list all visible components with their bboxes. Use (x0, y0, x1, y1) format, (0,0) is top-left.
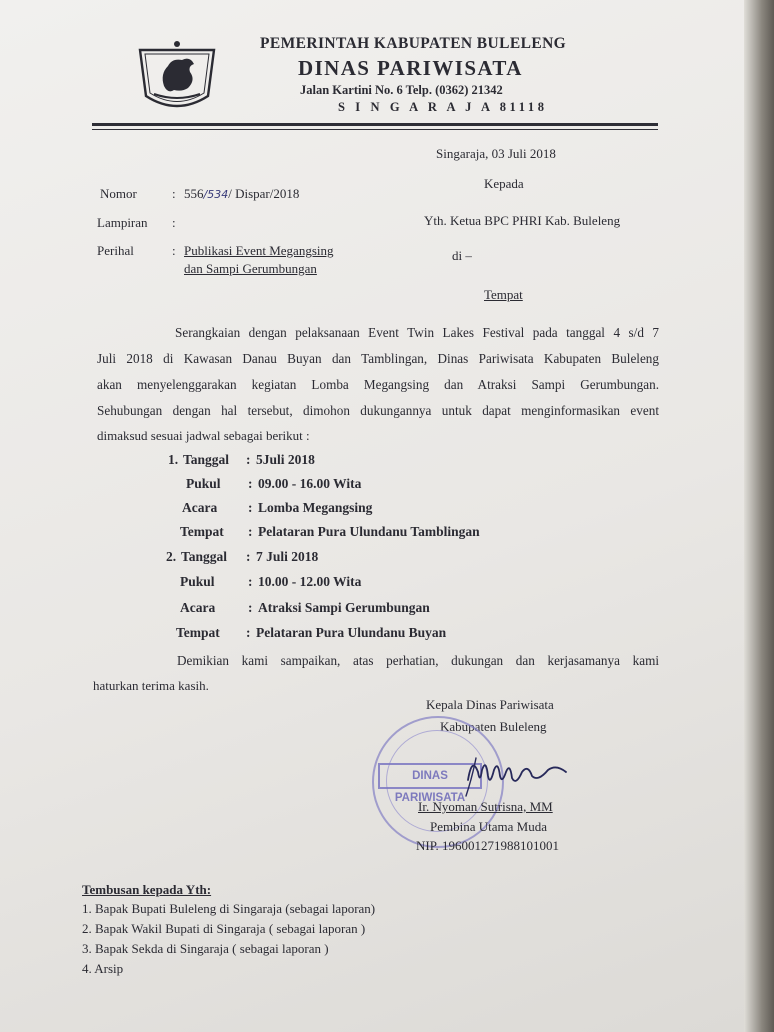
schedule-1-number: 1. (168, 452, 179, 467)
schedule-2-pukul-label: Pukul (180, 574, 215, 589)
schedule-1-acara-label: Acara (182, 500, 218, 515)
closing-line-2: haturkan terima kasih. (93, 678, 209, 693)
signatory-name: Ir. Nyoman Sutrisna, MM (418, 799, 553, 814)
lampiran-label: Lampiran (97, 215, 148, 230)
nomor-prefix: 556 (184, 186, 204, 201)
letterhead-government: PEMERINTAH KABUPATEN BULELENG (260, 35, 567, 52)
schedule-1-tanggal-value: 5Juli 2018 (256, 452, 315, 467)
signatory-nip: NIP. 196001271988101001 (416, 838, 560, 853)
handwritten-signature-icon (462, 750, 572, 800)
schedule-2-acara-label: Acara (180, 600, 216, 615)
schedule-1-pukul-colon: : (248, 476, 253, 491)
lampiran-colon: : (172, 215, 176, 230)
tembusan-item: 1. Bapak Bupati Buleleng di Singaraja (sebagai laporan) (82, 901, 376, 916)
tembusan-item: 4. Arsip (82, 961, 124, 976)
schedule-1-pukul-value: 09.00 - 16.00 Wita (258, 476, 362, 491)
body-line-3: akan menyelenggarakan kegiatan Lomba Megangsing dan Atraksi Sampi Gerumbungan. (97, 377, 659, 392)
schedule-2-pukul-colon: : (248, 574, 253, 589)
letterhead-rule-thin (92, 129, 658, 130)
schedule-2-acara-colon: : (248, 600, 253, 615)
schedule-2-tempat-label: Tempat (176, 625, 220, 640)
schedule-1-tanggal-label: Tanggal (183, 452, 230, 467)
signatory-rank: Pembina Utama Muda (430, 819, 547, 834)
schedule-1-tempat-value: Pelataran Pura Ulundanu Tamblingan (258, 524, 480, 539)
addressee-di: di – (452, 248, 472, 263)
tembusan-item: 2. Bapak Wakil Bupati di Singaraja ( sebagai laporan ) (82, 921, 366, 936)
closing-line-1: Demikian kami sampaikan, atas perhatian, dukungan dan kerjasamanya kami (177, 653, 659, 668)
addressee-kepada: Kepada (484, 176, 524, 191)
tembusan-item: 3. Bapak Sekda di Singaraja ( sebagai laporan ) (82, 941, 329, 956)
body-line-2: Juli 2018 di Kawasan Danau Buyan dan Tamblingan, Dinas Pariwisata Kabupaten Buleleng (97, 351, 659, 366)
official-stamp-text: DINAS PARIWISATA (378, 763, 482, 789)
nomor-label: Nomor (100, 186, 137, 201)
nomor-handwritten: /534 (203, 188, 229, 201)
nomor-suffix: / Dispar/2018 (228, 186, 300, 201)
body-line-5: dimaksud sesuai jadwal sebagai berikut : (97, 428, 310, 443)
nomor-value (184, 186, 299, 202)
perihal-line-2: dan Sampi Gerumbungan (184, 261, 317, 276)
schedule-2-tempat-value: Pelataran Pura Ulundanu Buyan (256, 625, 447, 640)
signature-title-2: Kabupaten Buleleng (440, 719, 547, 734)
schedule-2-tanggal-colon: : (246, 549, 251, 564)
tembusan-heading: Tembusan kepada Yth: (82, 882, 212, 897)
letterhead-office: DINAS PARIWISATA (298, 56, 523, 80)
schedule-1-tempat-label: Tempat (180, 524, 224, 539)
body-line-1: Serangkaian dengan pelaksanaan Event Twin Lakes Festival pada tanggal 4 s/d 7 (175, 325, 659, 340)
schedule-2-tanggal-value: 7 Juli 2018 (256, 549, 319, 564)
letter-date: Singaraja, 03 Juli 2018 (436, 146, 556, 161)
schedule-1-tempat-colon: : (248, 524, 253, 539)
nomor-colon: : (172, 186, 176, 201)
schedule-2-acara-value: Atraksi Sampi Gerumbungan (258, 600, 430, 615)
schedule-1-acara-value: Lomba Megangsing (258, 500, 373, 515)
perihal-colon: : (172, 243, 176, 258)
schedule-2-tanggal-label: Tanggal (181, 549, 228, 564)
letterhead-rule-thick (92, 123, 658, 126)
perihal-line-1: Publikasi Event Megangsing (184, 243, 334, 258)
regency-emblem-icon (134, 36, 220, 116)
perihal-label: Perihal (97, 243, 134, 258)
schedule-2-pukul-value: 10.00 - 12.00 Wita (258, 574, 362, 589)
schedule-1-acara-colon: : (248, 500, 253, 515)
addressee-yth: Yth. Ketua BPC PHRI Kab. Buleleng (424, 213, 621, 228)
body-line-4: Sehubungan dengan hal tersebut, dimohon dukungannya untuk dapat menginformasikan event (97, 403, 659, 418)
letterhead-address: Jalan Kartini No. 6 Telp. (0362) 21342 (300, 83, 503, 97)
schedule-1-pukul-label: Pukul (186, 476, 221, 491)
addressee-tempat: Tempat (484, 287, 523, 302)
letterhead-city: S I N G A R A J A 81118 (338, 100, 548, 114)
schedule-2-tempat-colon: : (246, 625, 251, 640)
signature-title-1: Kepala Dinas Pariwisata (426, 697, 554, 712)
schedule-1-tanggal-colon: : (246, 452, 251, 467)
paper-edge-shadow (744, 0, 774, 1032)
schedule-2-number: 2. (166, 549, 177, 564)
